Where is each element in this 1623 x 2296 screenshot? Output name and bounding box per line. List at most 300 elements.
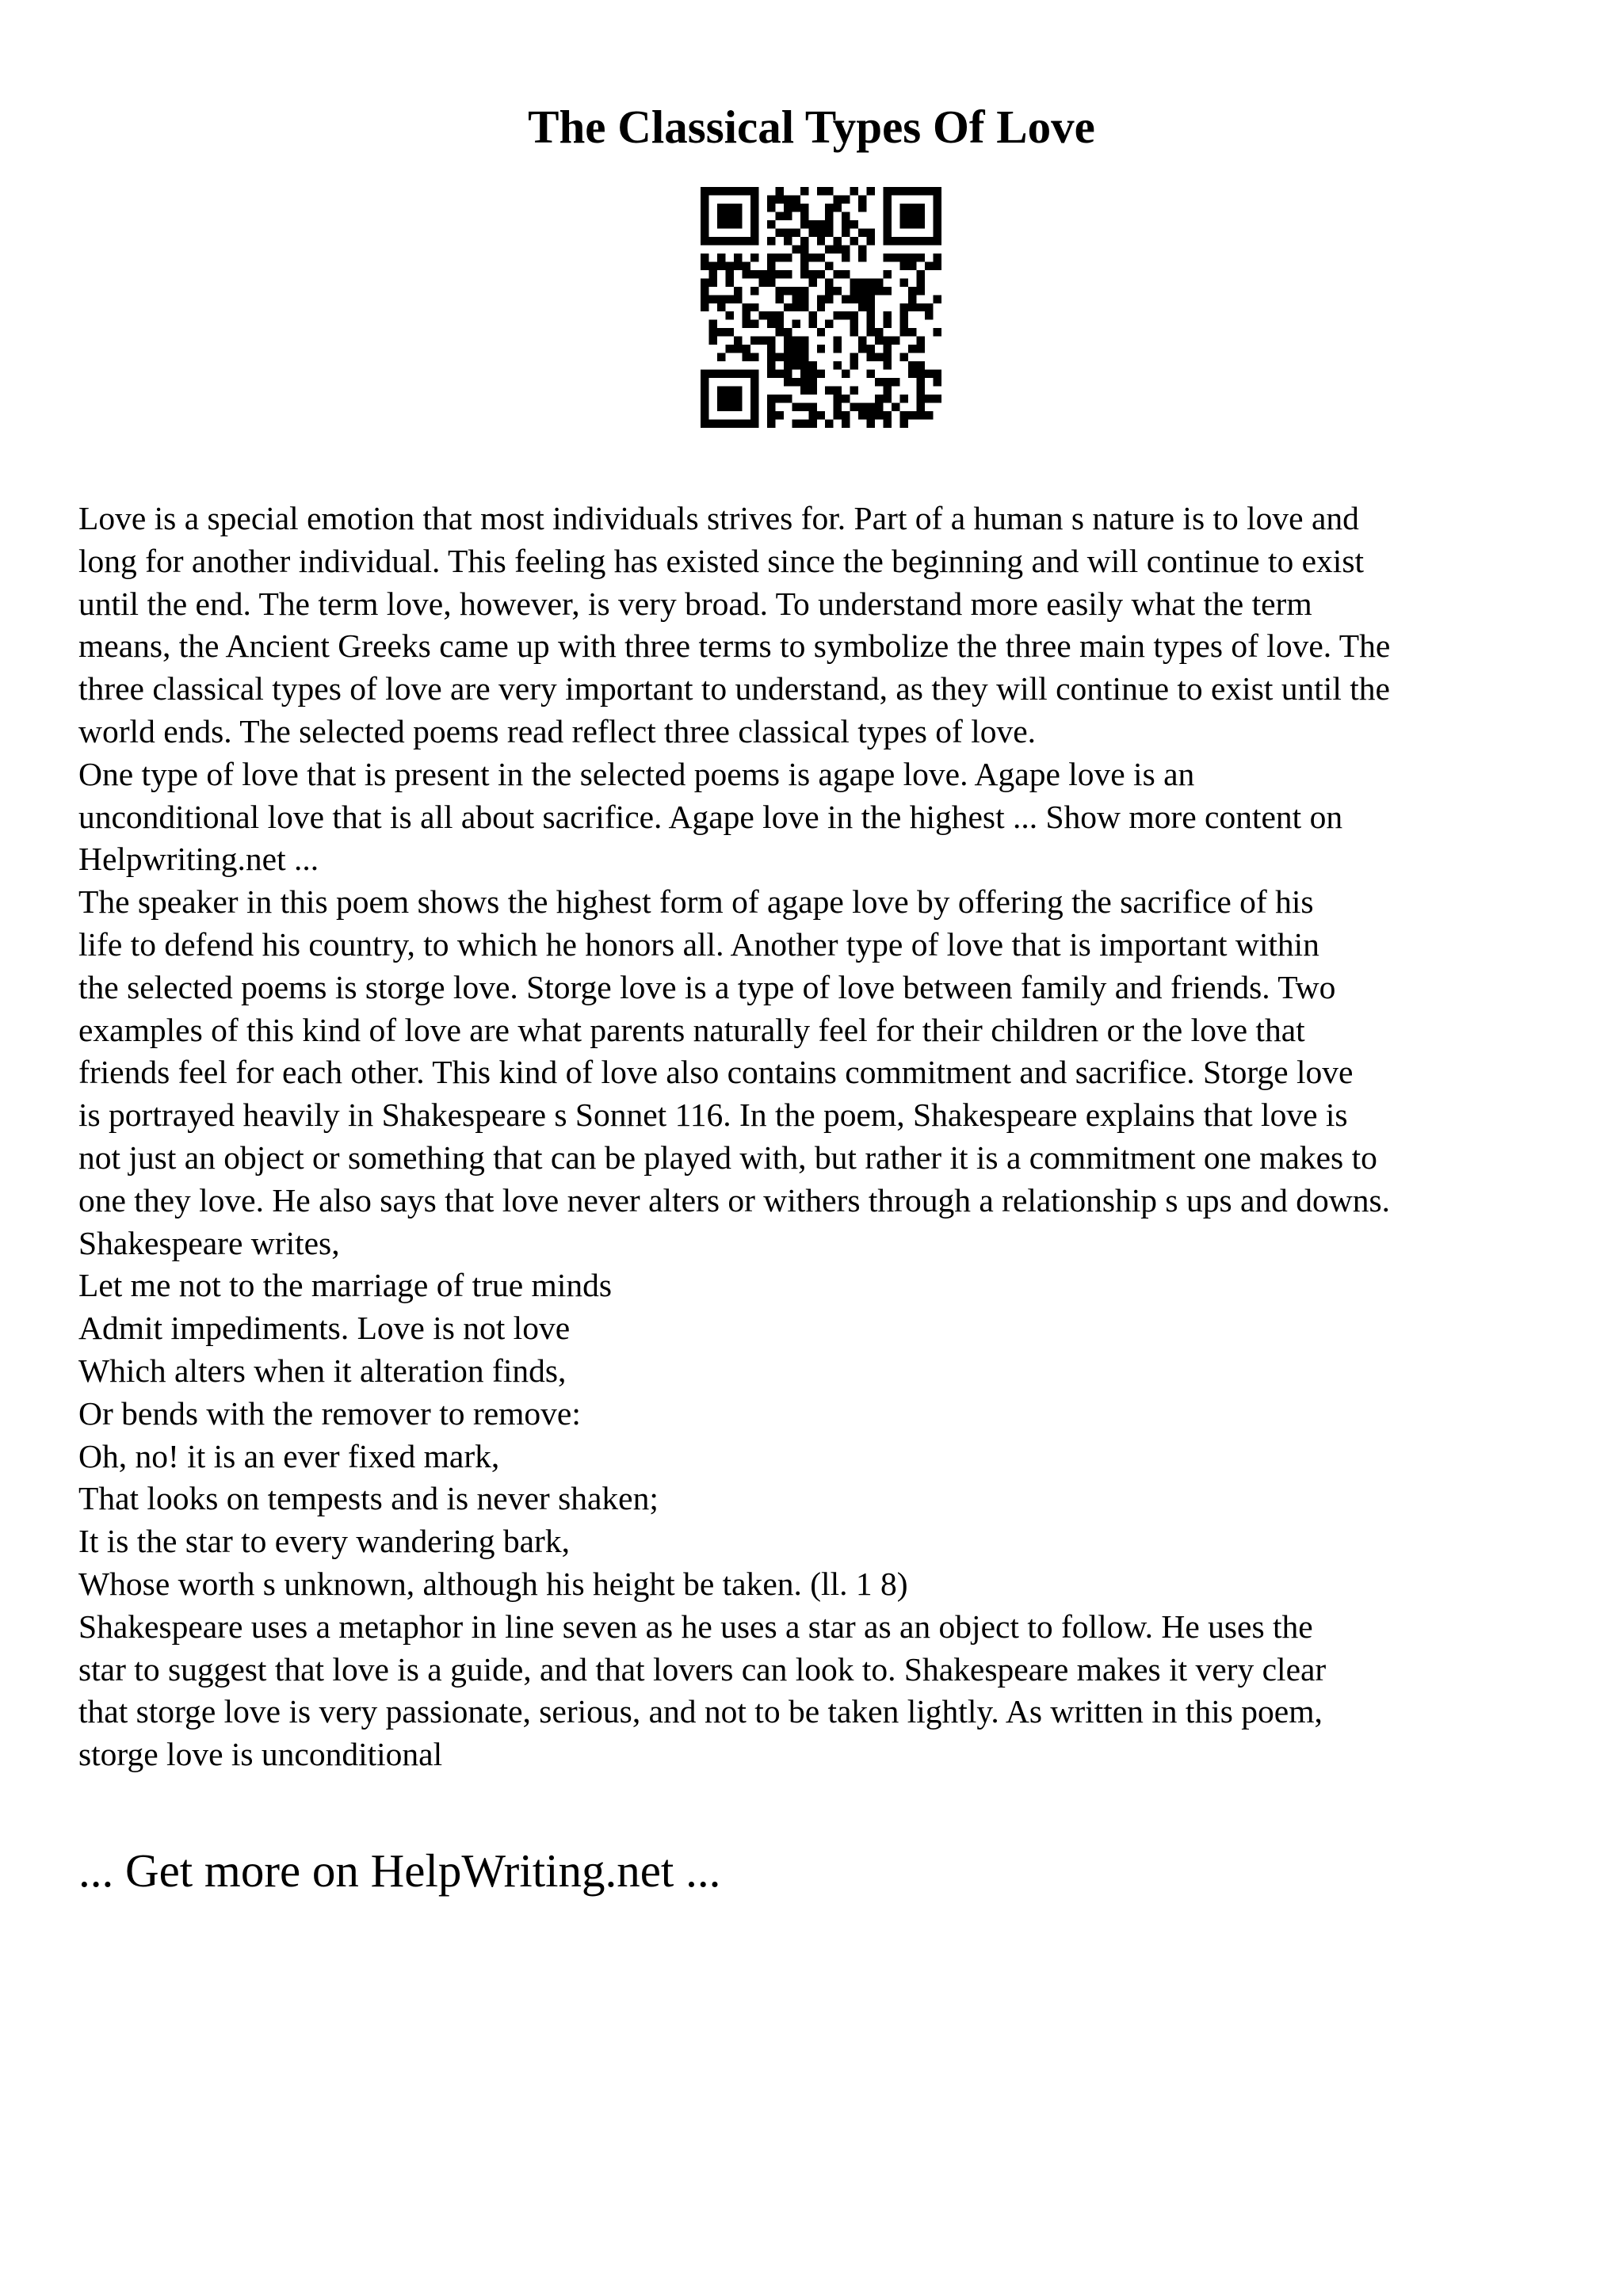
qr-module <box>834 237 842 245</box>
qr-module <box>867 353 875 361</box>
qr-module <box>858 303 866 311</box>
qr-module <box>858 403 866 411</box>
qr-module <box>800 370 808 378</box>
qr-module <box>867 345 875 353</box>
qr-module <box>850 278 858 286</box>
qr-module <box>784 254 792 261</box>
qr-module <box>884 337 892 345</box>
qr-module <box>767 195 775 203</box>
qr-module <box>884 387 892 395</box>
qr-module <box>817 303 825 311</box>
qr-module <box>775 270 783 278</box>
qr-module <box>875 411 883 419</box>
qr-module <box>825 278 833 286</box>
qr-module <box>908 411 916 419</box>
text-line: three classical types of love are very important to understand, as they will continue to exist until the <box>78 670 1390 707</box>
qr-module <box>808 378 816 386</box>
qr-module <box>767 278 775 286</box>
qr-module <box>867 303 875 311</box>
document-title: The Classical Types Of Love <box>528 101 1095 153</box>
text-line: until the end. The term love, however, is very broad. To understand more easily what the term <box>78 585 1312 622</box>
qr-module <box>775 311 783 319</box>
qr-module <box>917 370 925 378</box>
qr-module <box>767 395 775 402</box>
qr-module <box>800 254 808 261</box>
qr-module <box>884 345 892 353</box>
qr-module <box>875 395 883 402</box>
qr-module <box>767 320 775 328</box>
qr-module <box>867 228 875 236</box>
qr-module <box>858 287 866 295</box>
qr-module <box>892 378 899 386</box>
qr-module <box>725 261 733 269</box>
qr-module <box>784 270 792 278</box>
text-line: is portrayed heavily in Shakespeare s Sonnet 116. In the poem, Shakespeare explains that love is <box>78 1097 1348 1134</box>
qr-module <box>884 411 892 419</box>
qr-module <box>900 353 908 361</box>
qr-module <box>850 320 858 328</box>
qr-module <box>842 220 850 228</box>
qr-module <box>708 337 716 345</box>
qr-module <box>775 328 783 336</box>
qr-module <box>742 261 750 269</box>
qr-module <box>934 254 941 261</box>
qr-module <box>701 261 708 269</box>
qr-module <box>934 295 941 303</box>
qr-module <box>900 254 908 261</box>
qr-module <box>775 187 783 195</box>
qr-module <box>750 337 758 345</box>
qr-module <box>900 311 908 319</box>
qr-module <box>792 337 800 345</box>
qr-module <box>792 420 800 428</box>
qr-module <box>758 337 766 345</box>
qr-module <box>908 328 916 336</box>
qr-module <box>884 420 892 428</box>
qr-module <box>858 295 866 303</box>
qr-module <box>784 328 792 336</box>
qr-module <box>792 303 800 311</box>
qr-module <box>842 270 850 278</box>
qr-module <box>775 254 783 261</box>
qr-module <box>892 254 899 261</box>
qr-module <box>742 303 750 311</box>
qr-module <box>775 287 783 295</box>
qr-module <box>867 237 875 245</box>
poem-line: Let me not to the marriage of true minds <box>78 1267 613 1304</box>
text-line: The speaker in this poem shows the highest form of agape love by offering the sacrifice of his <box>78 883 1314 921</box>
qr-module <box>784 204 792 212</box>
qr-module <box>908 261 916 269</box>
qr-module <box>717 303 725 311</box>
qr-module <box>817 254 825 261</box>
qr-module <box>775 295 783 303</box>
qr-module <box>884 378 892 386</box>
qr-module <box>742 353 750 361</box>
qr-module <box>892 337 899 345</box>
qr-module <box>775 395 783 402</box>
qr-module <box>917 378 925 386</box>
qr-module <box>717 261 725 269</box>
qr-module <box>825 261 833 269</box>
qr-module <box>825 220 833 228</box>
qr-module <box>725 328 733 336</box>
qr-module <box>900 261 908 269</box>
qr-module <box>784 337 792 345</box>
qr-module <box>834 270 842 278</box>
qr-module <box>842 420 850 428</box>
qr-module <box>858 204 866 212</box>
qr-module <box>767 261 775 269</box>
qr-module <box>925 395 933 402</box>
qr-module <box>784 303 792 311</box>
qr-module <box>867 411 875 419</box>
qr-module <box>817 237 825 245</box>
qr-module <box>934 370 941 378</box>
qr-module <box>717 254 725 261</box>
qr-module <box>817 345 825 353</box>
qr-module <box>817 370 825 378</box>
qr-module <box>792 204 800 212</box>
qr-module <box>834 195 842 203</box>
qr-module <box>767 353 775 361</box>
qr-module <box>701 303 708 311</box>
qr-module <box>875 353 883 361</box>
qr-module <box>775 353 783 361</box>
qr-module <box>734 345 742 353</box>
qr-module <box>850 295 858 303</box>
qr-module <box>867 328 875 336</box>
qr-module <box>842 254 850 261</box>
qr-module <box>908 287 916 295</box>
get-more-link[interactable]: ... Get more on HelpWriting.net ... <box>78 1844 721 1897</box>
text-line: long for another individual. This feeling has existed since the beginning and will continue to exist <box>78 542 1365 579</box>
qr-module <box>800 270 808 278</box>
qr-module <box>858 228 866 236</box>
qr-module <box>850 187 858 195</box>
qr-module <box>900 411 908 419</box>
qr-module <box>792 361 800 369</box>
qr-module <box>817 411 825 419</box>
qr-module <box>808 403 816 411</box>
qr-module <box>758 278 766 286</box>
text-line: storge love is unconditional <box>78 1736 443 1773</box>
text-line: unconditional love that is all about sacrifice. Agape love in the highest ... Show more content on <box>78 798 1343 835</box>
qr-module <box>800 245 808 253</box>
qr-module <box>917 403 925 411</box>
qr-module <box>808 411 816 419</box>
qr-module <box>708 261 716 269</box>
qr-module <box>800 220 808 228</box>
qr-module <box>767 237 775 245</box>
qr-module <box>800 212 808 219</box>
qr-module <box>742 320 750 328</box>
qr-module <box>917 278 925 286</box>
poem-line: Admit impediments. Love is not love <box>78 1310 571 1347</box>
qr-module <box>825 420 833 428</box>
qr-module <box>800 303 808 311</box>
qr-module <box>850 311 858 319</box>
text-line: star to suggest that love is a guide, and that lovers can look to. Shakespeare makes it very clear <box>78 1650 1327 1688</box>
qr-module <box>908 361 916 369</box>
qr-module <box>884 320 892 328</box>
qr-module <box>884 311 892 319</box>
qr-module <box>800 287 808 295</box>
qr-module <box>758 270 766 278</box>
qr-module <box>884 287 892 295</box>
qr-module <box>792 378 800 386</box>
text-line: life to defend his country, to which he honors all. Another type of love that is important within <box>78 925 1319 963</box>
text-line: that storge love is very passionate, serious, and not to be taken lightly. As written in this poem, <box>78 1693 1323 1730</box>
qr-module <box>908 345 916 353</box>
qr-module <box>934 261 941 269</box>
qr-module <box>725 345 733 353</box>
qr-module <box>858 411 866 419</box>
qr-module <box>734 254 742 261</box>
qr-module <box>834 287 842 295</box>
qr-module <box>708 295 716 303</box>
qr-module <box>767 345 775 353</box>
qr-module <box>808 320 816 328</box>
qr-module <box>808 311 816 319</box>
qr-module <box>834 204 842 212</box>
qr-module <box>858 345 866 353</box>
qr-module <box>708 328 716 336</box>
qr-module <box>767 361 775 369</box>
qr-module <box>908 370 916 378</box>
qr-module <box>834 403 842 411</box>
poem-line: Which alters when it alteration finds, <box>78 1352 567 1389</box>
qr-module <box>742 311 750 319</box>
qr-module <box>808 228 816 236</box>
qr-module <box>742 270 750 278</box>
qr-module <box>875 403 883 411</box>
qr-module <box>850 353 858 361</box>
qr-module <box>900 278 908 286</box>
qr-module <box>834 411 842 419</box>
qr-module <box>867 370 875 378</box>
qr-module <box>708 270 716 278</box>
text-line: One type of love that is present in the selected poems is agape love. Agape love is an <box>78 755 1195 792</box>
qr-module <box>917 287 925 295</box>
qr-module <box>800 378 808 386</box>
qr-module <box>867 295 875 303</box>
text-line: not just an object or something that can be played with, but rather it is a commitment one makes to <box>78 1138 1377 1176</box>
qr-module <box>825 228 833 236</box>
text-line: Shakespeare uses a metaphor in line seven as he uses a star as an object to follow. He uses the <box>78 1608 1313 1645</box>
qr-module <box>800 353 808 361</box>
qr-module <box>708 278 716 286</box>
qr-module <box>734 261 742 269</box>
qr-module <box>792 320 800 328</box>
qr-module <box>784 378 792 386</box>
qr-module <box>767 204 775 212</box>
qr-module <box>800 237 808 245</box>
qr-module <box>792 403 800 411</box>
qr-module <box>867 311 875 319</box>
qr-module <box>767 370 775 378</box>
qr-module <box>767 311 775 319</box>
qr-module <box>858 337 866 345</box>
qr-module <box>792 245 800 253</box>
qr-module <box>834 361 842 369</box>
qr-module <box>775 320 783 328</box>
qr-module <box>858 254 866 261</box>
qr-module <box>875 337 883 345</box>
qr-module <box>725 278 733 286</box>
text-line: friends feel for each other. This kind of love also contains commitment and sacrifice. Storge love <box>78 1054 1354 1091</box>
qr-module <box>800 361 808 369</box>
qr-module <box>842 295 850 303</box>
qr-module <box>834 245 842 253</box>
qr-module <box>858 245 866 253</box>
qr-module <box>734 295 742 303</box>
qr-module <box>767 254 775 261</box>
qr-module <box>784 395 792 402</box>
text-line: means, the Ancient Greeks came up with three terms to symbolize the three main types of love. The <box>78 627 1391 665</box>
poem-line: Whose worth s unknown, although his height be taken. (ll. 1 8) <box>78 1565 908 1602</box>
qr-module <box>775 212 783 219</box>
qr-module <box>834 387 842 395</box>
qr-module <box>934 378 941 386</box>
qr-module <box>875 287 883 295</box>
qr-module <box>775 370 783 378</box>
qr-module <box>725 270 733 278</box>
qr-module <box>867 287 875 295</box>
qr-module <box>825 387 833 395</box>
qr-module <box>917 345 925 353</box>
qr-module <box>867 403 875 411</box>
qr-module <box>701 278 708 286</box>
qr-module <box>767 411 775 419</box>
qr-module <box>808 420 816 428</box>
text-line: world ends. The selected poems read reflect three classical types of love. <box>78 712 1037 749</box>
qr-module <box>800 403 808 411</box>
qr-module <box>725 295 733 303</box>
qr-module <box>800 420 808 428</box>
qr-module <box>817 295 825 303</box>
qr-module <box>917 254 925 261</box>
qr-module <box>717 353 725 361</box>
qr-module <box>800 295 808 303</box>
qr-module <box>825 245 833 253</box>
poem-line: Or bends with the remover to remove: <box>78 1394 581 1432</box>
qr-module <box>858 195 866 203</box>
qr-module <box>925 411 933 419</box>
qr-module <box>917 387 925 395</box>
text-line: the selected poems is storge love. Storge love is a type of love between family and friends. Two <box>78 968 1336 1005</box>
qr-module <box>825 204 833 212</box>
qr-module <box>775 411 783 419</box>
qr-module <box>842 370 850 378</box>
qr-module <box>834 345 842 353</box>
qr-module <box>817 220 825 228</box>
qr-module <box>875 328 883 336</box>
qr-module <box>900 395 908 402</box>
qr-module <box>792 228 800 236</box>
qr-module <box>834 311 842 319</box>
qr-module <box>834 337 842 345</box>
qr-module <box>875 278 883 286</box>
qr-module <box>775 195 783 203</box>
qr-module <box>917 411 925 419</box>
qr-module <box>792 195 800 203</box>
qr-module <box>792 295 800 303</box>
document-body <box>78 498 1560 1776</box>
qr-module <box>850 387 858 395</box>
qr-code-icon <box>701 187 941 428</box>
qr-module <box>825 295 833 303</box>
qr-module <box>750 320 758 328</box>
qr-module <box>792 353 800 361</box>
qr-module <box>900 320 908 328</box>
poem-line: Oh, no! it is an ever fixed mark, <box>78 1437 500 1474</box>
qr-module <box>842 395 850 402</box>
text-line: one they love. He also says that love never alters or withers through a relationship s ups and downs. <box>78 1181 1391 1219</box>
qr-module <box>808 361 816 369</box>
qr-module <box>834 395 842 402</box>
qr-module <box>825 187 833 195</box>
qr-module <box>892 403 899 411</box>
qr-module <box>925 311 933 319</box>
qr-module <box>800 345 808 353</box>
qr-module <box>884 395 892 402</box>
qr-module <box>784 370 792 378</box>
qr-module <box>917 303 925 311</box>
qr-module <box>750 353 758 361</box>
poem-line: That looks on tempests and is never shaken; <box>78 1480 659 1517</box>
qr-module <box>817 328 825 336</box>
qr-module <box>767 270 775 278</box>
qr-module <box>850 220 858 228</box>
qr-module <box>717 295 725 303</box>
qr-module <box>750 254 758 261</box>
qr-module <box>884 254 892 261</box>
qr-module <box>725 311 733 319</box>
qr-module <box>784 212 792 219</box>
qr-module <box>900 420 908 428</box>
text-line: Shakespeare writes, <box>78 1224 340 1261</box>
qr-module <box>701 254 708 261</box>
qr-module <box>808 220 816 228</box>
text-line: Helpwriting.net ... <box>78 841 319 878</box>
qr-module <box>767 420 775 428</box>
qr-module <box>808 278 816 286</box>
qr-module <box>867 320 875 328</box>
qr-module <box>908 303 916 311</box>
qr-module <box>775 228 783 236</box>
qr-module <box>708 320 716 328</box>
qr-module <box>842 212 850 219</box>
text-line: examples of this kind of love are what parents naturally feel for their children or the love that <box>78 1011 1305 1048</box>
qr-module <box>808 370 816 378</box>
qr-module <box>850 287 858 295</box>
qr-module <box>867 187 875 195</box>
qr-module <box>825 320 833 328</box>
qr-module <box>784 353 792 361</box>
qr-module <box>767 220 775 228</box>
qr-module <box>925 261 933 269</box>
qr-module <box>825 212 833 219</box>
qr-module <box>750 287 758 295</box>
qr-module <box>875 378 883 386</box>
qr-module <box>842 245 850 253</box>
qr-module <box>784 287 792 295</box>
qr-module <box>858 278 866 286</box>
qr-module <box>934 395 941 402</box>
qr-module <box>734 337 742 345</box>
qr-module <box>850 403 858 411</box>
